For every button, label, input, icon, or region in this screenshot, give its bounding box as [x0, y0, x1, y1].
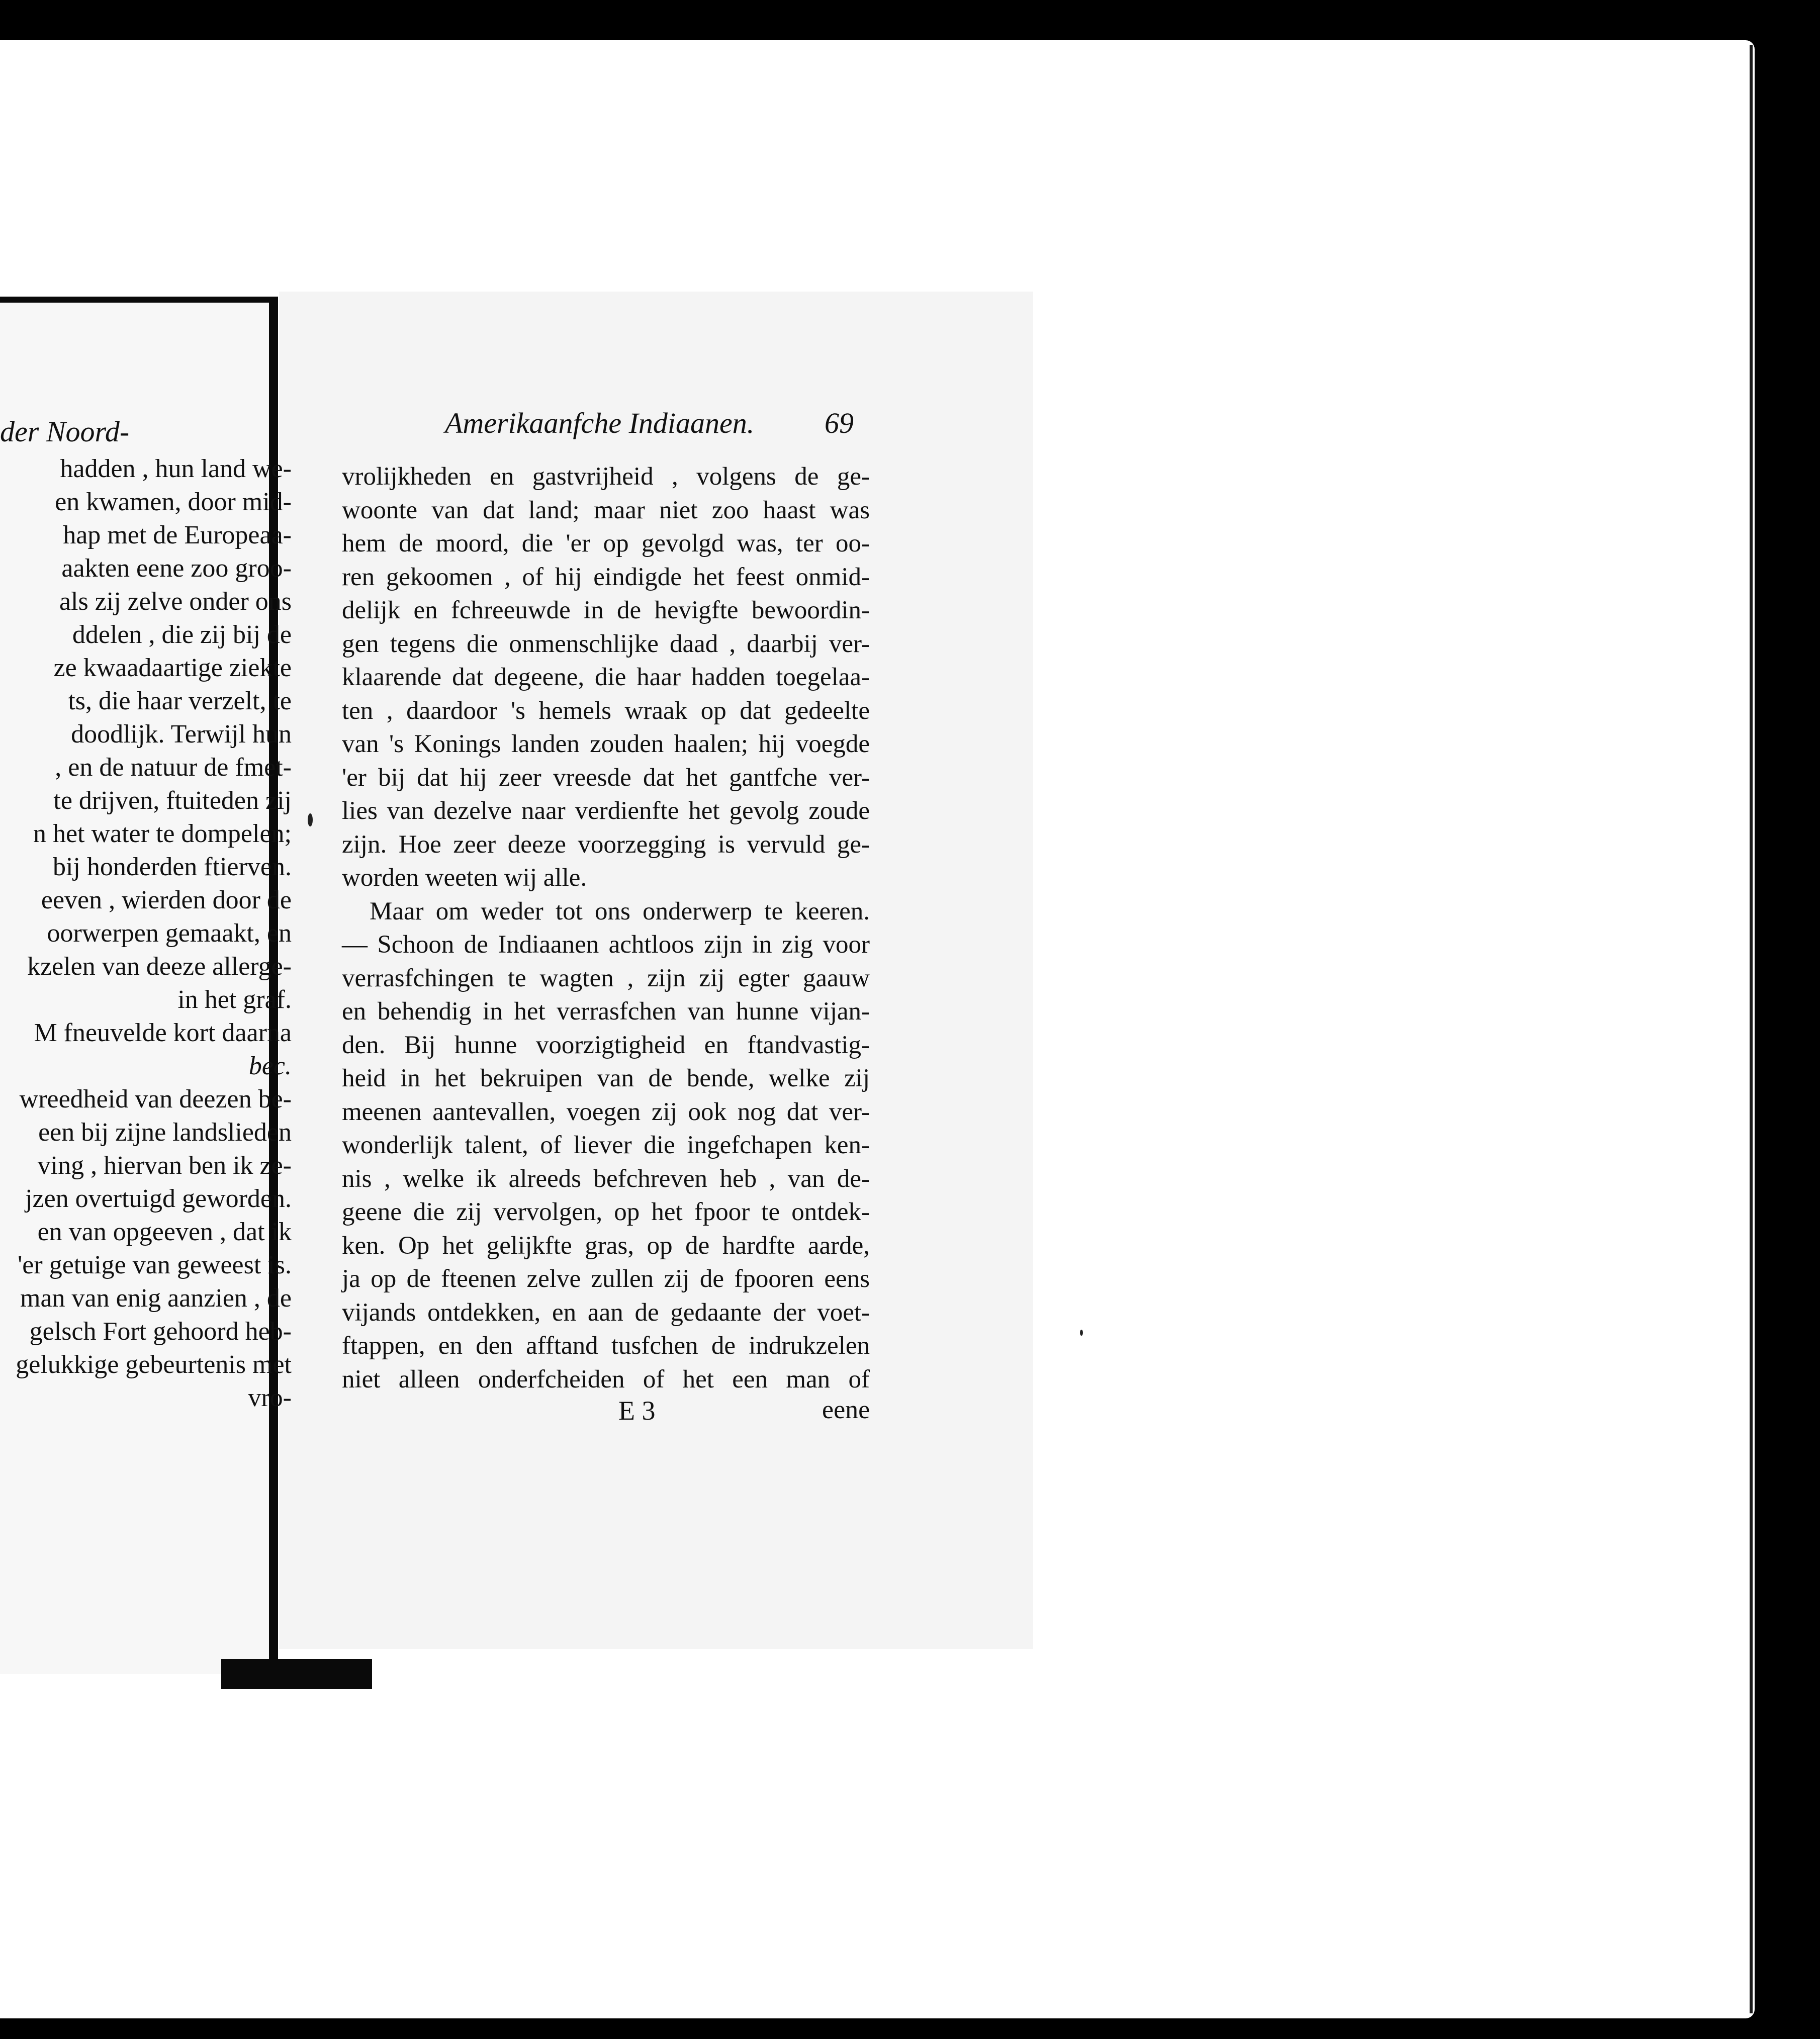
- text-line: nis , welke ik alreeds befchreven heb , van de-: [342, 1164, 870, 1193]
- text-line: en van opgeeven , dat ik: [37, 1218, 292, 1246]
- text-line: ren gekoomen , of hij eindigde het feest onmid-: [342, 563, 870, 591]
- text-line: hap met de Europeaa-: [63, 521, 292, 549]
- text-line: woonte van dat land; maar niet zoo haast was: [342, 496, 870, 524]
- text-line: ja op de fteenen zelve zullen zij de fpooren eens: [342, 1265, 870, 1293]
- ink-speck: [308, 813, 313, 826]
- text-line: bij honderden ftierven.: [52, 853, 292, 881]
- text-line: niet alleen onderfcheiden of het een man of: [342, 1365, 870, 1394]
- text-line: als zij zelve onder ons: [59, 587, 292, 616]
- text-line: 'er getuige van geweest is.: [17, 1251, 292, 1279]
- text-line: wonderlijk talent, of liever die ingefchapen ken-: [342, 1131, 870, 1159]
- text-line: eeven , wierden door de: [41, 886, 292, 914]
- text-line: vrolijkheden en gastvrijheid , volgens de ge-: [342, 462, 870, 491]
- text-line: ving , hiervan ben ik ze-: [37, 1151, 292, 1180]
- text-line: man van enig aanzien , de: [20, 1284, 292, 1313]
- running-header: Amerikaanfche Indiaanen.: [445, 407, 755, 439]
- text-line: hadden , hun land we-: [60, 454, 292, 483]
- signature-mark: E 3: [618, 1396, 656, 1426]
- text-line: gelukkige gebeurtenis met: [16, 1350, 292, 1379]
- text-line: gelsch Fort gehoord heb-: [29, 1317, 292, 1346]
- text-line: aakten eene zoo groo-: [61, 554, 292, 583]
- text-line: heid in het bekruipen van de bende, welke zij: [342, 1064, 870, 1092]
- text-line: klaarende dat degeene, die haar hadden toegelaa-: [342, 663, 870, 691]
- left-page-header: der Noord-: [0, 415, 130, 448]
- text-line: lies van dezelve naar verdienfte het gevolg zoude: [342, 797, 870, 825]
- text-line: , en de natuur de fmet-: [55, 753, 292, 782]
- text-line: ken. Op het gelijkfte gras, op de hardfte aarde,: [342, 1231, 870, 1260]
- text-line: jzen overtuigd geworden.: [25, 1184, 292, 1213]
- text-line: M fneuvelde kort daarna: [34, 1018, 292, 1047]
- text-line: verrasfchingen te wagten , zijn zij egter gaauw: [342, 964, 870, 992]
- text-line: zijn. Hoe zeer deeze voorzegging is vervuld ge-: [342, 830, 870, 859]
- bottom-clip: [221, 1659, 372, 1689]
- text-line: wreedheid van deezen be-: [19, 1085, 292, 1114]
- ink-speck: [1080, 1330, 1083, 1336]
- text-line: delijk en fchreeuwde in de hevigfte bewoordin-: [342, 596, 870, 624]
- text-line: meenen aantevallen, voegen zij ook nog dat ver-: [342, 1097, 870, 1126]
- text-line: hem de moord, die 'er op gevolgd was, ter oo-: [342, 529, 870, 558]
- text-line: een bij zijne landslieden: [38, 1118, 292, 1147]
- text-line: en behendig in het verrasfchen van hunne vijan-: [342, 997, 870, 1026]
- paragraph-start-line: Maar om weder tot ons onderwerp te keeren.: [370, 897, 870, 925]
- text-line: vijands ontdekken, en aan de gedaante der voet-: [342, 1298, 870, 1327]
- right-page-text: [342, 460, 870, 1396]
- text-line: bec.: [248, 1052, 292, 1080]
- text-line: ten , daardoor 's hemels wraak op dat gedeelte: [342, 696, 870, 725]
- catchword-line: vro-: [248, 1383, 292, 1412]
- text-line: te drijven, ftuiteden zij: [53, 786, 292, 815]
- text-line: 'er bij dat hij zeer vreesde dat het gantfche ver-: [342, 763, 870, 792]
- text-line: van 's Konings landen zouden haalen; hij voegde: [342, 730, 870, 758]
- left-page-text: [0, 452, 292, 1415]
- left-page-top-rule: [0, 297, 276, 303]
- text-line: geene die zij vervolgen, op het fpoor te ontdek-: [342, 1198, 870, 1226]
- sheet-edge: [1740, 45, 1753, 2013]
- text-line: — Schoon de Indiaanen achtloos zijn in zig voor: [342, 931, 870, 959]
- text-line: gen tegens die onmenschlijke daad , daarbij ver-: [342, 629, 870, 658]
- text-line: ftappen, en den afftand tusfchen de indrukzelen: [342, 1332, 870, 1360]
- paragraph-end-line: worden weeten wij alle.: [342, 864, 587, 892]
- text-line: in het graf.: [177, 985, 292, 1014]
- page-number: 69: [825, 407, 854, 439]
- text-line: doodlijk. Terwijl hun: [71, 720, 292, 749]
- text-line: n het water te dompelen;: [33, 819, 292, 848]
- catchword: eene: [822, 1396, 870, 1424]
- text-line: oorwerpen gemaakt, en: [47, 919, 292, 948]
- text-line: en kwamen, door mid-: [55, 488, 292, 516]
- text-line: ddelen , die zij bij de: [72, 620, 292, 649]
- text-line: ze kwaadaartige ziekte: [53, 654, 292, 682]
- text-line: ts, die haar verzelt, te: [68, 687, 292, 715]
- text-line: kzelen van deeze allerge-: [27, 952, 292, 981]
- text-line: den. Bij hunne voorzigtigheid en ftandvastig-: [342, 1031, 870, 1059]
